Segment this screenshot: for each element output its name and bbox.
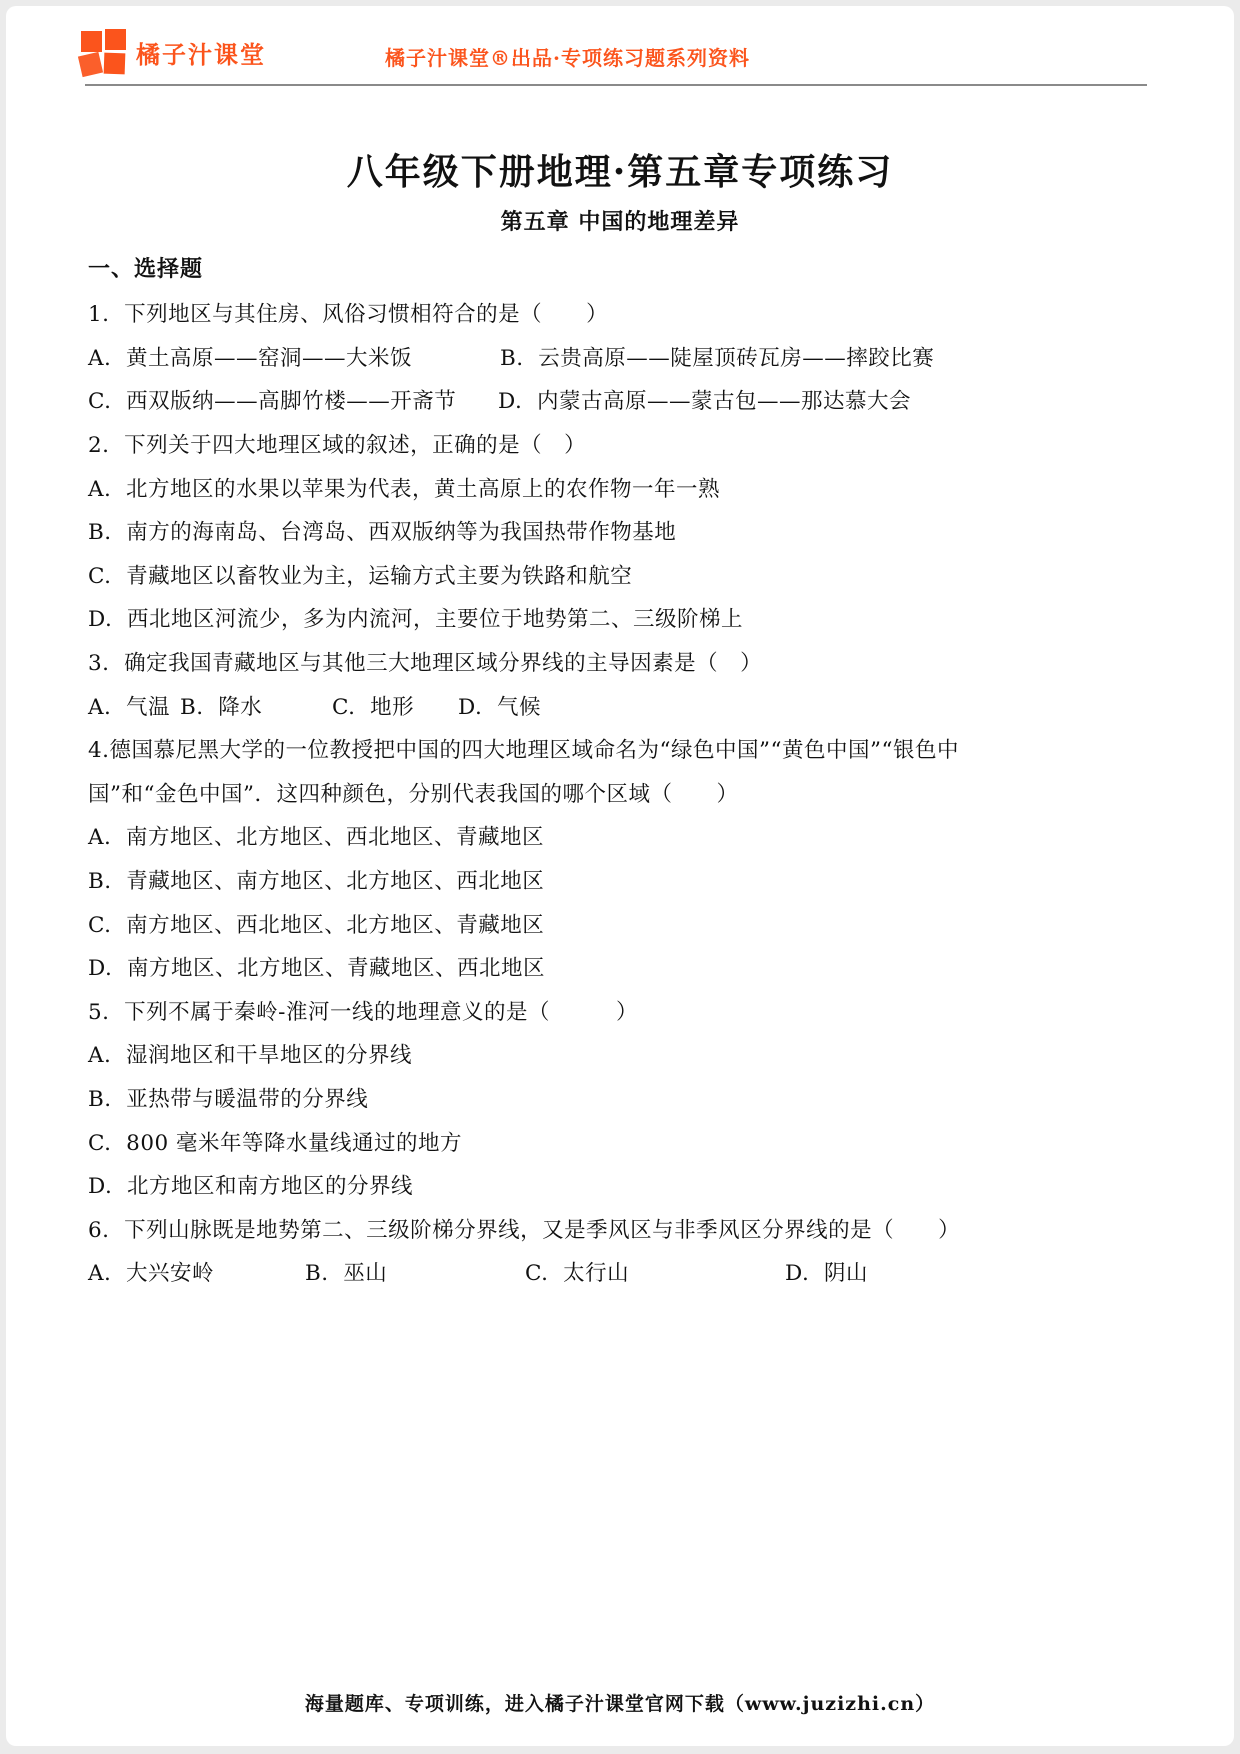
- option-cell: D. 内蒙古高原——蒙古包——那达慕大会: [498, 389, 911, 415]
- option-row: [88, 335, 1164, 379]
- brand-logo: [80, 28, 266, 77]
- header-divider: [85, 84, 1147, 86]
- option-cell: D. 阴山: [785, 1261, 868, 1287]
- question-line: A. 南方地区、北方地区、西北地区、青藏地区: [88, 825, 545, 851]
- question-line: 1. 下列地区与其住房、风俗习惯相符合的是（ ）: [88, 302, 609, 328]
- option-cell: B. 巫山: [305, 1261, 388, 1287]
- question-line: B. 青藏地区、南方地区、北方地区、西北地区: [88, 869, 545, 895]
- question-list: [88, 291, 1164, 1294]
- page-header: [6, 6, 1234, 86]
- question-line: D. 南方地区、北方地区、青藏地区、西北地区: [88, 956, 545, 982]
- page-subtitle: 第五章 中国的地理差异: [500, 209, 740, 235]
- question-line: C. 800 毫米年等降水量线通过的地方: [88, 1130, 463, 1156]
- question-line: B. 亚热带与暖温带的分界线: [88, 1086, 369, 1112]
- section-heading: 一、选择题: [88, 256, 204, 282]
- option-cell: C. 地形: [332, 694, 415, 720]
- question-line: 6. 下列山脉既是地势第二、三级阶梯分界线，又是季风区与非季风区分界线的是（ ）: [88, 1217, 961, 1243]
- option-cell: B. 降水: [180, 694, 263, 720]
- logo-square-icon: [78, 52, 103, 77]
- footer-note: 海量题库、专项训练，进入橘子汁课堂官网下载（www.juzizhi.cn）: [304, 1693, 936, 1715]
- question-line: C. 青藏地区以畜牧业为主，运输方式主要为铁路和航空: [88, 563, 633, 589]
- logo-square-icon: [81, 31, 102, 52]
- question-line: B. 南方的海南岛、台湾岛、西双版纳等为我国热带作物基地: [88, 520, 677, 546]
- question-line: 2. 下列关于四大地理区域的叙述，正确的是（ ）: [88, 433, 587, 459]
- page-title: 八年级下册地理·第五章专项练习: [346, 151, 894, 193]
- question-line: 4.德国慕尼黑大学的一位教授把中国的四大地理区域命名为“绿色中国”“黄色中国”“银色中: [88, 738, 959, 764]
- header-tagline: 橘子汁课堂®出品·专项练习题系列资料: [385, 46, 750, 70]
- question-line: D. 西北地区河流少，多为内流河，主要位于地势第二、三级阶梯上: [88, 607, 743, 633]
- question-line: 国”和“金色中国”．这四种颜色，分别代表我国的哪个区域（ ）: [88, 781, 739, 807]
- option-cell: A. 气温: [88, 694, 171, 720]
- option-cell: D. 气候: [458, 694, 541, 720]
- question-line: 3. 确定我国青藏地区与其他三大地理区域分界线的主导因素是（ ）: [88, 651, 763, 677]
- option-cell: B. 云贵高原——陡屋顶砖瓦房——摔跤比赛: [500, 345, 935, 371]
- brand-name: 橘子汁课堂: [136, 40, 266, 69]
- question-line: A. 北方地区的水果以苹果为代表，黄土高原上的农作物一年一熟: [88, 476, 721, 502]
- question-line: C. 南方地区、西北地区、北方地区、青藏地区: [88, 912, 545, 938]
- brand-logo-icon: [80, 28, 127, 77]
- option-row: [88, 378, 1164, 422]
- question-line: 5. 下列不属于秦岭-淮河一线的地理意义的是（ ）: [88, 999, 638, 1025]
- option-cell: A. 大兴安岭: [88, 1261, 215, 1287]
- question-line: A. 湿润地区和干旱地区的分界线: [88, 1043, 413, 1069]
- logo-square-icon: [105, 29, 126, 50]
- logo-square-icon: [104, 53, 126, 75]
- worksheet-page: [6, 6, 1234, 1746]
- option-cell: A. 黄土高原——窑洞——大米饭: [88, 345, 413, 371]
- question-line: D. 北方地区和南方地区的分界线: [88, 1174, 413, 1200]
- option-cell: C. 西双版纳——高脚竹楼——开斋节: [88, 389, 457, 415]
- option-cell: C. 太行山: [525, 1261, 630, 1287]
- option-row: [88, 1250, 1164, 1294]
- option-row: [88, 683, 1164, 727]
